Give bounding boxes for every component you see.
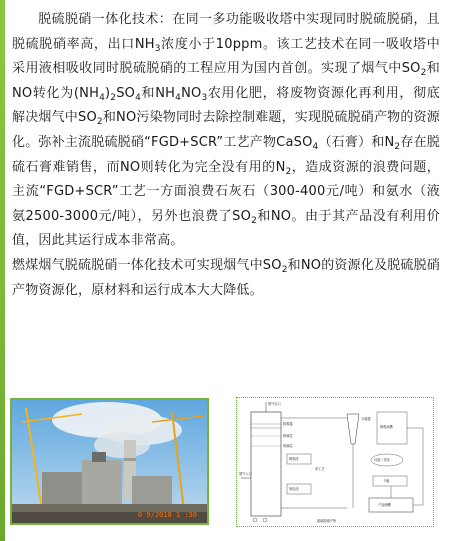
label-inlet: 烟气入口 — [239, 472, 252, 476]
label-oxid: 氧化段 — [289, 487, 299, 491]
plant-photo — [10, 398, 209, 525]
label-cryst: 结晶 / 蒸发 — [374, 458, 390, 462]
label-bottom: 脱硫脱硝产物 — [317, 519, 337, 523]
label-mist: 除雾器 — [283, 422, 293, 426]
label-sep: 分离器 — [361, 417, 371, 421]
left-accent-bar — [0, 0, 5, 541]
process-flow-diagram — [236, 397, 434, 527]
paragraph-1 — [12, 8, 440, 254]
label-tank1: 吸收液槽 — [380, 425, 393, 429]
absorber-tower — [251, 412, 281, 516]
paragraph-1-text: 脱硫脱硝一体化技术：在同一多功能吸收塔中实现同时脱硫脱硝，且脱硫脱硝率高，出口$NH_3$浓度小于10ppm。该工艺技术在同一吸收塔中采用液相吸收同时脱硫脱硝的工程应用为国内首创。实现了烟气中$SO_2$和NO转化为$(NH_4)_2SO_4$和$NH_4NO_3$农用化肥，将废物资源化再利用，彻底解决烟气中$SO_2$和NO污染物同时去除控制难题，实现脱硫脱硝产物的资源化。弥补主流脱硫脱硝“FGD+SCR”工艺产物CaSO$_4$（石膏）和$N_2$存在脱硫石膏难销售，而NO则转化为完全没有用的$N_2$，造成资源的浪费问题，主流“FGD+SCR”工艺一方面浪费石灰石（300-400元/吨）和氨水（液氨2500-3000元/吨），另外也浪费了$SO_2$和NO。由于其产品没有利用价值，因此其运行成本非常高。 — [12, 12, 441, 249]
photo-timestamp: 0 9/2018 1 :30 — [137, 511, 197, 519]
paragraph-2-text: 燃煤烟气脱硫脱硝一体化技术可实现烟气中$SO_2$和NO的资源化及脱硫脱硝产物资源化，原材料和运行成本大大降低。 — [12, 257, 441, 298]
label-absorb: 吸收段 — [289, 457, 299, 461]
paragraph-2 — [12, 254, 440, 303]
article-body — [12, 8, 440, 303]
label-spray2: 喷淋层 — [283, 444, 293, 448]
label-spray1: 喷淋层 — [283, 434, 293, 438]
label-dry: 干燥 — [383, 479, 390, 483]
label-top-outlet: 烟气出口 — [268, 402, 281, 406]
label-process: 该工艺 — [315, 467, 325, 471]
label-prod-tank: 产品储槽 — [378, 503, 391, 507]
